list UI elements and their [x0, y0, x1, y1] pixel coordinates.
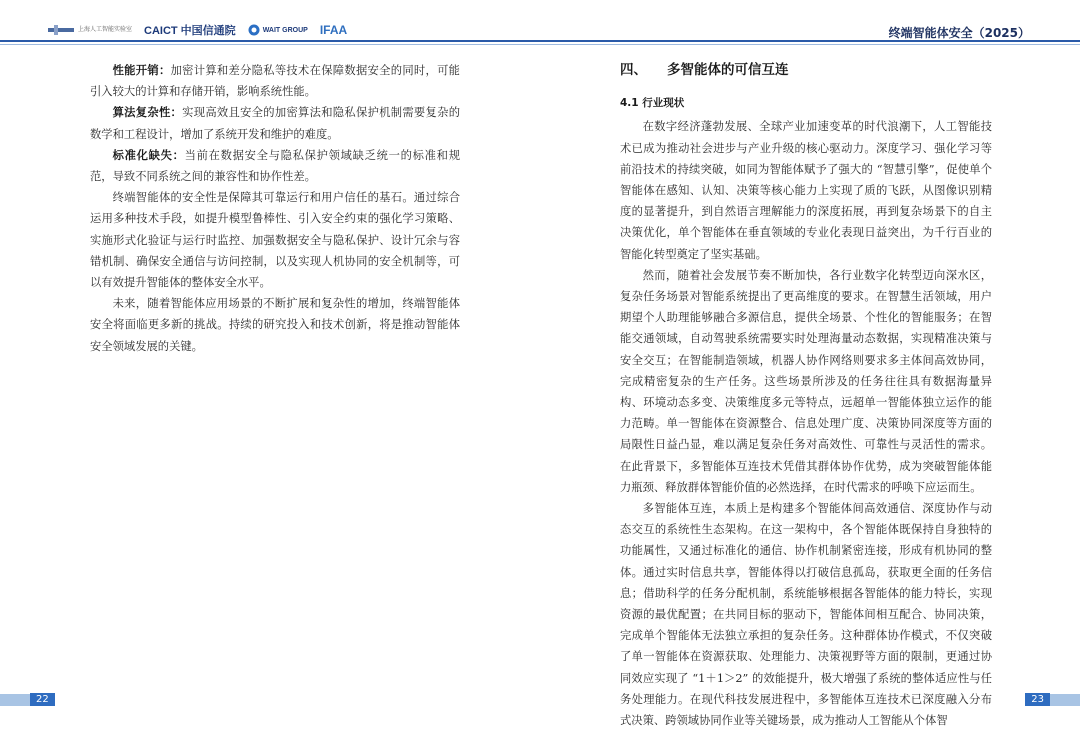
page-number-right: 23 [1025, 693, 1050, 706]
challenge-item: 性能开销：加密计算和差分隐私等技术在保障数据安全的同时，可能引入较大的计算和存储开销，影响系统性能。 [90, 64, 460, 99]
challenge-item: 标准化缺失：当前在数据安全与隐私保护领域缺乏统一的标准和规范，导致不同系统之间的兼容性和协作性差。 [90, 148, 460, 184]
summary-paragraph: 终端智能体的安全性是保障其可靠运行和用户信任的基石。通过综合运用多种技术手段，如提升模型鲁棒性、引入安全约束的强化学习策略、实施形式化验证与运行时监控、加强数据安全与隐私保护、设计冗余与容错机制、确保安全通信与访问控制，以及实现人机协同的安全机制等，可以有效提升智能体的整体安全水平。 [90, 191, 460, 290]
wait-globe-icon [248, 24, 260, 36]
document-title: 终端智能体安全（2025） [888, 26, 1030, 40]
page-header [0, 0, 1080, 46]
page-number-left: 22 [30, 693, 55, 706]
wait-logo: WAIT GROUP [248, 24, 308, 36]
caict-logo: CAICT 中国信通院 [144, 25, 236, 37]
header-divider [0, 40, 1080, 42]
ifaa-logo: IFAA [319, 23, 348, 37]
shlab-mark-icon [48, 25, 74, 35]
outlook-paragraph: 未来，随着智能体应用场景的不断扩展和复杂性的增加，终端智能体安全将面临更多新的挑战。持续的研究投入和技术创新，将是推动智能体安全领域发展的关键。 [90, 297, 460, 353]
subsection-heading: 4.1 行业现状 [620, 97, 685, 110]
header-divider-thin [0, 44, 1080, 45]
body-paragraph: 然而，随着社会发展节奏不断加快，各行业数字化转型迈向深水区，复杂任务场景对智能系统提出了更高维度的要求。在智慧生活领域，用户期望个人助理能够融合多源信息，提供全场景、个性化的智能服务；在智能交通领域，自动驾驶系统需要实时处理海量动态数据，实现精准决策与安全交互；在智能制造领域，机器人协作网络则要求多主体间高效协同，完成精密复杂的生产任务。这些场景所涉及的任务往往具有数据海量异构、环境动态多变、决策维度多元等特点，远超单一智能体独立运作的能力范畴。单一智能体在资源整合、信息处理广度、决策协同深度等方面的局限性日益凸显，难以满足复杂任务对高效性、可靠性与灵活性的需求。在此背景下，多智能体互连技术凭借其群体协作优势，成为突破智能体能力瓶颈、释放群体智能价值的必然选择，在时代需求的呼唤下应运而生。 [620, 268, 992, 494]
body-paragraph: 在数字经济蓬勃发展、全球产业加速变革的时代浪潮下，人工智能技术已成为推动社会进步与产业升级的核心驱动力。深度学习、强化学习等前沿技术的持续突破，如同为智能体赋予了强大的 “智慧引擎”，促使单个智能体在感知、认知、决策等核心能力上实现了质的飞跃，从图像识别精度的显著提升，到自然语言理解能力的深度拓展，再到复杂场景下的自主决策优化，单个智能体在垂直领域的专业化表现日益突出，为千行百业的智能化转型奠定了坚实基础。 [620, 120, 992, 261]
shlab-logo: 上海人工智能实验室 [48, 25, 132, 35]
logo-strip [48, 22, 347, 38]
right-column [620, 60, 992, 731]
section-heading: 四、 多智能体的可信互连 [620, 62, 789, 78]
body-paragraph: 多智能体互连，本质上是构建多个智能体间高效通信、深度协作与动态交互的系统性生态架构。在这一架构中，各个智能体既保持自身独特的功能属性，又通过标准化的通信、协作机制紧密连接，形成有机协同的整体。通过实时信息共享，智能体得以打破信息孤岛，获取更全面的任务信息；借助科学的任务分配机制，系统能够根据各智能体的能力特长，实现资源的最优配置；在共同目标的驱动下，智能体间相互配合、协同决策，完成单个智能体无法独立承担的复杂任务。这种群体协作模式，不仅突破了单一智能体在资源获取、处理能力、决策视野等方面的限制，更通过协同效应实现了 “1＋1＞2” 的效能提升，极大增强了系统的整体适应性与任务处理能力。在现代科技发展进程中，多智能体互连技术已深度融入分布式决策、跨领域协同作业等关键场景，成为推动人工智能从个体智 [620, 502, 992, 728]
challenge-item: 算法复杂性：实现高效且安全的加密算法和隐私保护机制需要复杂的数学和工程设计，增加了系统开发和维护的难度。 [90, 106, 460, 141]
left-column [90, 60, 460, 357]
